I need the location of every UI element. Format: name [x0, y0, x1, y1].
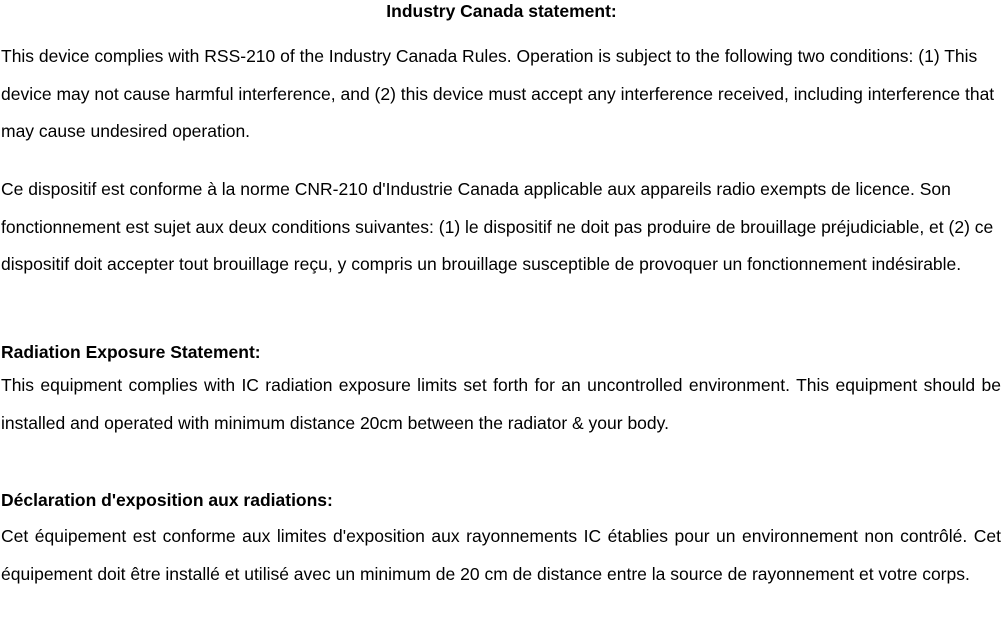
ic-statement-french: Ce dispositif est conforme à la norme CNR-210 d'Industrie Canada applicable aux appareils radio exempts de licence. Son fonctionnement est sujet aux deux conditions suivantes: (1) le dispositif ne doit pas produire de brouillage préjudiciable, et (2) ce dispositif doit accepter tout brouillage reçu, y compris un brouillage susceptible de provoquer un fonctionnement indésirable. [1, 179, 994, 274]
radiation-exposure-heading: Radiation Exposure Statement: [1, 342, 261, 362]
radiation-exposure-body: This equipment complies with IC radiation exposure limits set forth for an uncontrolled environment. This equipment should be installed and operated with minimum distance 20cm between the radiator & your body. [1, 375, 1001, 433]
declaration-exposition-body: Cet équipement est conforme aux limites d'exposition aux rayonnements IC établies pour un environnement non contrôlé. Cet équipement doit être installé et utilisé avec un minimum de 20 cm de distance entre la source de rayonnement et votre corps. [1, 526, 1001, 584]
declaration-exposition-heading: Déclaration d'exposition aux radiations: [1, 490, 333, 510]
ic-statement-english: This device complies with RSS-210 of the Industry Canada Rules. Operation is subject to the following two conditions: (1) This device may not cause harmful interference, and (2) this device must accept any interference received, including interference that may cause undesired operation. [1, 46, 995, 141]
ic-statement-title: Industry Canada statement: [386, 1, 617, 21]
